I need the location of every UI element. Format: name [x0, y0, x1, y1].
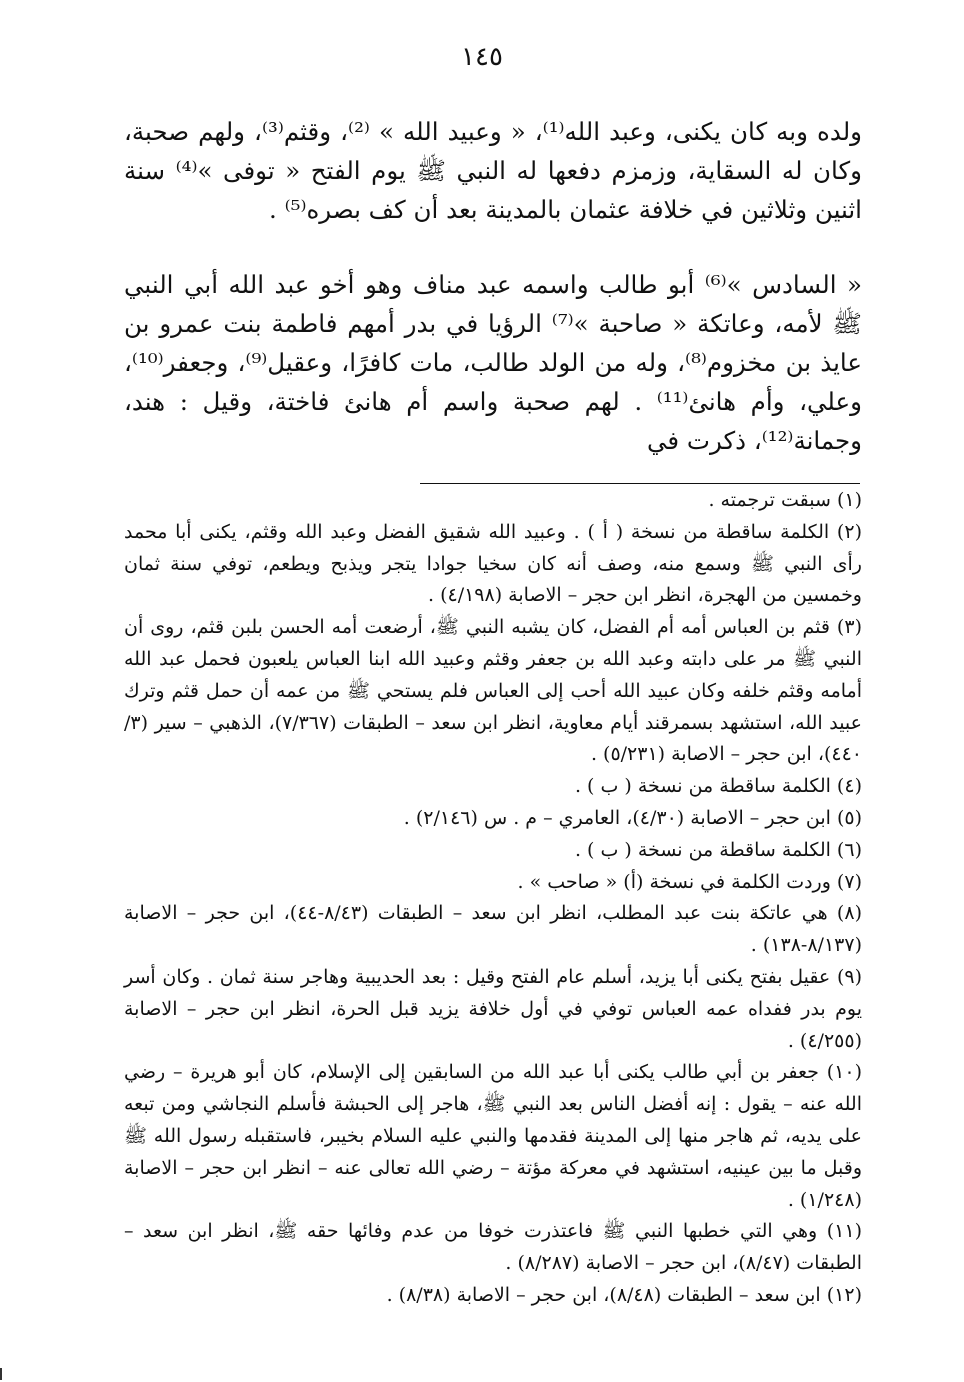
footnote-4: (٤) الكلمة ساقطة من نسخة ( ب ) .	[574, 775, 862, 798]
footnote-separator-rule	[420, 483, 860, 484]
page-number: ١٤٥	[461, 42, 503, 72]
scan-margin-mark	[0, 1368, 2, 1380]
main-paragraph-2: « السادس »⁽⁶⁾ أبو طالب واسمه عبد مناف وهو أخو عبد الله أبي النبي ﷺ لأمه، وعاتكة « صاحبة »⁽⁷⁾ الرؤيا في بدر أمهم فاطمة بنت عمرو بن عايذ بن مخزوم⁽⁸⁾، وله من الولد طالب، مات كافرًا، وعقيل⁽⁹⁾، وجعفر⁽¹⁰⁾، وعلي، وأم هانئ⁽¹¹⁾ . لهم صحبة واسم أم هانئ فاختة، وقيل : هند، وجمانة⁽¹²⁾، ذكرت في	[124, 270, 863, 455]
footnote-1: (١) سبقت ترجمته .	[708, 489, 862, 511]
footnotes	[124, 485, 862, 1312]
footnote-8: (٨) هي عاتكة بنت عبد المطلب، انظر ابن سعد – الطبقات (٨/٤٣-٤٤)، ابن حجر – الاصابة (٨/١٣٧-١٣٨) .	[124, 902, 862, 957]
main-paragraph-1: ولده وبه كان يكنى، وعبد الله⁽¹⁾، « وعبيد الله » ⁽²⁾، وقثم⁽³⁾، ولهم صحبة، وكان له السقاية، وزمزم دفعها له النبي ﷺ يوم الفتح « توفى »⁽⁴⁾ سنة اثنين وثلاثين في خلافة عثمان بالمدينة بعد أن كف بصره⁽⁵⁾ .	[124, 117, 862, 224]
footnote-7: (٧) وردت الكلمة في نسخة (أ) « صاحب » .	[517, 870, 862, 893]
main-text	[124, 112, 862, 460]
footnote-11: (١١) وهي التي خطبها النبي ﷺ فاعتذرت خوفا من عدم وفائها حقه ﷺ، انظر ابن سعد – الطبقات (٨/٤٧)، ابن حجر – الاصابة (٨/٢٨٧) .	[124, 1220, 862, 1275]
footnote-9: (٩) عقيل بفتح يكنى أبا يزيد، أسلم عام الفتح وقيل : بعد الحديبية وهاجر سنة ثمان . وكان أسر يوم بدر ففداه عمه العباس توفي في أول خلافة يزيد قبل الحرة، انظر ابن حجر – الاصابة (٤/٢٥٥) .	[124, 965, 862, 1052]
footnote-6: (٦) الكلمة ساقطة من نسخة ( ب ) .	[574, 838, 862, 861]
footnote-5: (٥) ابن حجر – الاصابة (٤/٣٠)، العامري – م . س (٢/١٤٦) .	[403, 806, 862, 829]
footnote-2: (٢) الكلمة ساقطة من نسخة ( أ ) . وعبيد الله شقيق الفضل وعبد الله وقثم، يكنى أبا محمد رأى النبي ﷺ وسمع منه، وصف أنه كان سخيا جوادا يتجر ويذبح ويطعم، توفي سنة ثمان وخمسين من الهجرة، انظر ابن حجر – الاصابة (٤/١٩٨) .	[124, 520, 862, 607]
footnote-3: (٣) قثم بن العباس أمه أم الفضل، كان يشبه النبي ﷺ، أرضعت أمه الحسن بلبن قثم، روى أن النبي ﷺ مر على دابته وعبد الله بن جعفر وقثم وعبيد الله ابنا العباس يلعبون فحمل عبد الله أمامه وقثم خلفه وكان عبيد الله أحب إلى العباس فلم يستحي ﷺ من عمه أن حمل قثم وترك عبيد الله، استشهد بسمرقند أيام معاوية، انظر ابن سعد – الطبقات (٧/٣٦٧)، الذهبي – سير (٣/ ٤٤٠)، ابن حجر – الاصابة (٥/٢٣١) .	[124, 616, 862, 766]
footnote-10: (١٠) جعفر بن أبي طالب يكنى أبا عبد الله من السابقين إلى الإسلام، كان أبو هريرة – رضي الله عنه – يقول : إنه أفضل الناس بعد النبي ﷺ، هاجر إلى الحبشة فأسلم النجاشي ومن تبعه على يديه، ثم هاجر منها إلى المدينة فقدمها والنبي عليه السلام بخيبر، فاستقبله رسول الله ﷺ وقبل ما بين عينيه، استشهد في معركة مؤتة – رضي الله تعالى عنه – انظر ابن حجر – الاصابة (١/٢٤٨) .	[124, 1061, 862, 1211]
footnote-12: (١٢) ابن سعد – الطبقات (٨/٤٨)، ابن حجر – الاصابة (٨/٣٨) .	[386, 1283, 862, 1306]
